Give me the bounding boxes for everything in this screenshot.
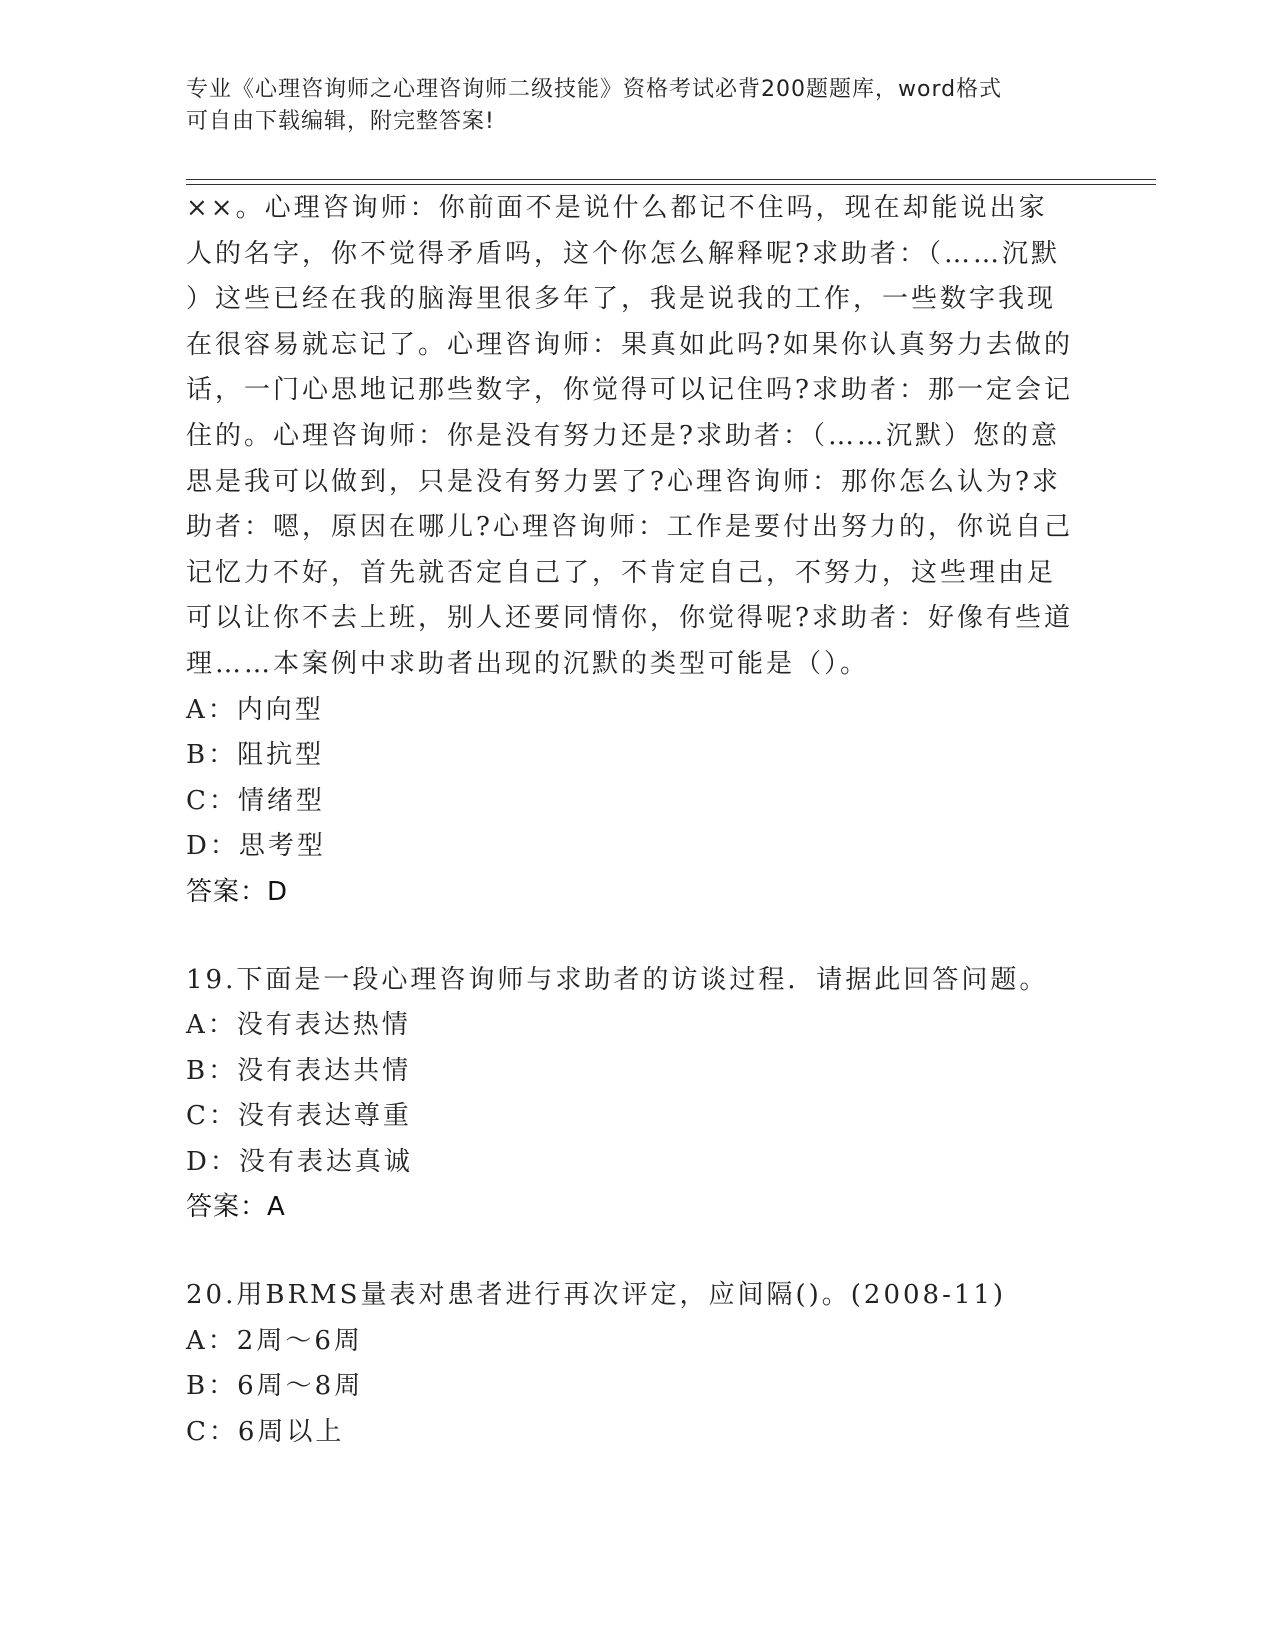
stem-line: 人的名字，你不觉得矛盾吗，这个你怎么解释呢?求助者：（……沉默 [186,238,1060,269]
stem-line: 住的。心理咨询师：你是没有努力还是?求助者：（……沉默）您的意 [186,420,1060,451]
option-a: A：2周～6周 [186,1325,363,1356]
header-title-line-2: 可自由下载编辑，附完整答案! [186,109,495,134]
option-a: A：没有表达热情 [186,1010,411,1041]
question-20-stem: 20.用BRMS量表对患者进行再次评定，应间隔()。(2008-11) [186,1280,1007,1311]
stem-line: 可以让你不去上班，别人还要同情你，你觉得呢?求助者：好像有些道 [186,603,1073,634]
stem-line: 记忆力不好，首先就否定自己了，不肯定自己，不努力，这些理由足 [186,557,1057,588]
header-title-line-1: 专业《心理咨询师之心理咨询师二级技能》资格考试必背200题题库，word格式 [186,77,1003,102]
option-c: C：6周以上 [186,1416,345,1447]
header-divider-top [186,179,1156,180]
option-d: D：思考型 [186,831,326,862]
document-body [186,186,1086,1455]
question-19-stem: 19.下面是一段心理咨询师与求助者的访谈过程．请据此回答问题。 [186,964,1049,995]
question-19 [186,958,1086,1232]
answer-label: 答案：A [186,1192,286,1223]
question-20 [186,1273,1086,1455]
question-spacer [186,1231,1086,1273]
question-18 [186,186,1086,916]
option-b: B：6周～8周 [186,1371,364,1402]
stem-line: 助者：嗯，原因在哪儿?心理咨询师：工作是要付出努力的，你说自己 [186,512,1073,543]
stem-line: ）这些已经在我的脑海里很多年了，我是说我的工作，一些数字我现 [186,284,1057,315]
option-c: C：情绪型 [186,785,325,816]
option-b: B：阻抗型 [186,740,325,771]
question-spacer [186,916,1086,958]
header-divider-bottom [186,184,1156,185]
stem-line: 思是我可以做到，只是没有努力罢了?心理咨询师：那你怎么认为?求 [186,466,1061,497]
document-header [186,74,1086,138]
option-c: C：没有表达尊重 [186,1101,412,1132]
answer-label: 答案：D [186,876,289,907]
option-a: A：内向型 [186,694,324,725]
stem-line: 在很容易就忘记了。心理咨询师：果真如此吗?如果你认真努力去做的 [186,329,1073,360]
question-18-stem [186,186,1086,688]
option-d: D：没有表达真诚 [186,1146,413,1177]
stem-line: ××。心理咨询师：你前面不是说什么都记不住吗，现在却能说出家 [186,193,1048,223]
stem-line: 理……本案例中求助者出现的沉默的类型可能是（）。 [186,648,870,679]
option-b: B：没有表达共情 [186,1055,412,1086]
stem-line: 话，一门心思地记那些数字，你觉得可以记住吗?求助者：那一定会记 [186,375,1073,406]
